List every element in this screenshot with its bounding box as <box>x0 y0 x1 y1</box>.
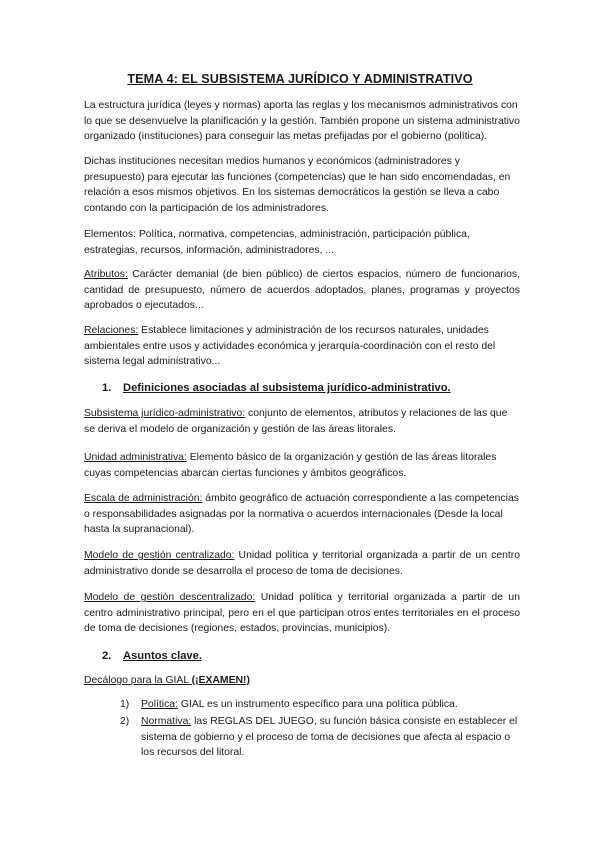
decalogo-heading-text: Decálogo para la GIAL <box>84 675 192 686</box>
list-item-term: Normativa: <box>141 716 192 727</box>
definition-text: ámbito geográfico de actuación correspondiente a las competencias o responsabilidades asignadas por la normativa o acuerdos internacionales (Desde la local hasta la supranacional). <box>84 493 519 535</box>
definition-text: Elemento básico de la organización y gestión de las áreas litorales cuyas competencias abarcan ciertas funciones y ámbitos geográficos. <box>84 452 497 479</box>
decalogo-heading <box>84 673 520 689</box>
atributos-text: Carácter demanial (de bien público) de ciertos espacios, número de funcionarios, cantidad de presupuesto, número de acuerdos adoptados, planes, programas y proyectos aprobados o ejecutados... <box>84 269 520 311</box>
definition-subsistema <box>84 406 520 437</box>
list-item-text: GIAL es un instrumento específico para una política pública. <box>177 699 458 710</box>
list-item-content <box>141 714 521 761</box>
decalogo-heading-bold: (¡EXAMEN!) <box>191 675 250 686</box>
list-item-term: Política: <box>141 699 178 710</box>
relaciones-text: Establece limitaciones y administración de los recursos naturales, unidades ambientales entre usos y actividades económica y jerarquía-coordinación con el resto del sistema legal administrativo... <box>84 325 496 367</box>
intro-paragraph-1: La estructura jurídica (leyes y normas) aporta las reglas y los mecanismos administrativos con lo que se desenvuelve la planificación y la gestión. También propone un sistema administrativo organizado (instituciones) para conseguir las metas prefijadas por el gobierno (política). <box>84 100 520 142</box>
elementos-label: Elementos: <box>84 229 136 240</box>
definition-term: Modelo de gestión centralizado: <box>84 550 235 561</box>
definition-text: Unidad política y territorial organizada a partir de un centro administrativo principal, pero en el que participan otros entes territoriales en el proceso de toma de decisiones (regiones, estados, provincias, municipios). <box>84 592 520 634</box>
definition-text: Unidad política y territorial organizada a partir de un centro administrativo donde se desarrolla el proceso de toma de decisiones. <box>84 550 520 577</box>
definition-text: conjunto de elementos, atributos y relaciones de las que se deriva el modelo de organización y gestión de las áreas litorales. <box>84 408 508 435</box>
relaciones-label: Relaciones: <box>84 325 139 336</box>
definition-term: Modelo de gestión descentralizado: <box>84 592 256 603</box>
definition-centralizado <box>84 548 520 579</box>
definition-escala <box>84 491 520 538</box>
elementos-text: Política, normativa, competencias, administración, participación pública, estrategias, recursos, información, administradores, ... <box>84 229 470 256</box>
section-2-heading <box>102 649 522 665</box>
definition-unidad <box>84 450 520 481</box>
atributos-label: Atributos: <box>84 269 128 280</box>
definition-descentralizado <box>84 590 520 637</box>
list-item-number: 1) <box>120 699 130 710</box>
section-2-title: Asuntos clave. <box>123 650 202 662</box>
intro-paragraph-2: Dichas instituciones necesitan medios humanos y económicos (administradores y presupuesto) para ejecutar las funciones (competencias) que le han sido encomendadas, en relación a esos mismos objetivos. En los sistemas democráticos la gestión se lleva a cabo contando con la participación de los administradores. <box>84 156 511 214</box>
section-1-title: Definiciones asociadas al subsistema jurídico-administrativo. <box>123 382 451 394</box>
section-1-heading <box>102 381 522 397</box>
definition-term: Unidad administrativa: <box>84 452 187 463</box>
list-item-text: las REGLAS DEL JUEGO, su función básica consiste en establecer el sistema de gobierno y el proceso de toma de decisiones que afecta al espacio o los recursos del litoral. <box>141 716 518 758</box>
definition-term: Subsistema jurídico-administrativo: <box>84 408 246 419</box>
list-item-number: 2) <box>120 716 130 727</box>
relaciones-paragraph <box>84 323 520 370</box>
atributos-paragraph <box>84 267 520 314</box>
elementos-paragraph <box>84 227 520 258</box>
page-title: TEMA 4: EL SUBSISTEMA JURÍDICO Y ADMINISTRATIVO <box>127 72 473 86</box>
definition-term: Escala de administración: <box>84 493 203 504</box>
section-2-number: 2. <box>102 650 112 662</box>
section-1-number: 1. <box>102 382 112 394</box>
list-item-content <box>141 697 521 713</box>
